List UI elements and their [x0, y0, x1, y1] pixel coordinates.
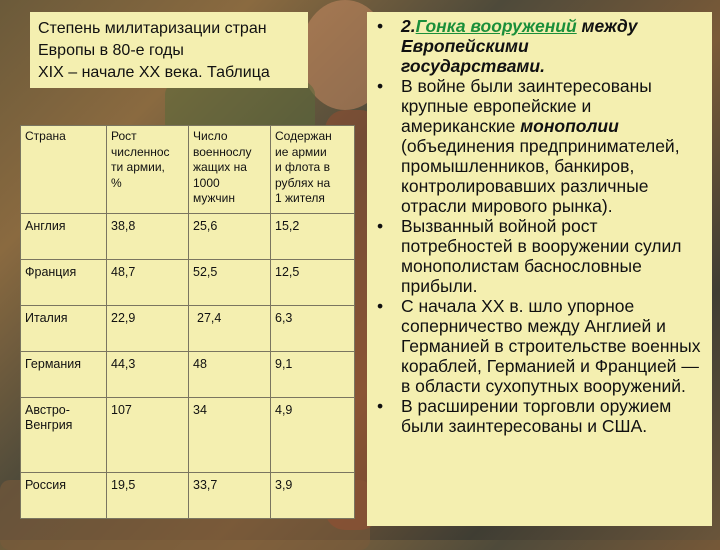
cell-cost: 6,3 — [271, 306, 355, 352]
heading-number: 2. — [401, 16, 416, 36]
header-text: 1000 — [193, 175, 220, 190]
heading-line: государствами. — [401, 56, 545, 76]
cell-soldiers: 52,5 — [189, 260, 271, 306]
cell-cost: 15,2 — [271, 214, 355, 260]
bullet-heading — [375, 16, 706, 76]
cell-growth: 19,5 — [107, 472, 189, 518]
header-text: Число — [193, 129, 228, 143]
bullet-item — [375, 76, 706, 216]
bullet-item — [375, 296, 706, 396]
cell-soldiers: 25,6 — [189, 214, 271, 260]
header-text: 1 жителя — [275, 191, 325, 205]
militarization-table — [20, 125, 354, 519]
cell-soldiers: 48 — [189, 352, 271, 398]
heading-line: Европейскими — [401, 36, 529, 56]
header-text: Страна — [25, 129, 66, 143]
cell-growth: 22,9 — [107, 306, 189, 352]
cell-soldiers: 33,7 — [189, 472, 271, 518]
bullet-icon: • — [377, 16, 384, 36]
header-text: численнос — [111, 144, 170, 159]
slide-title — [30, 12, 308, 88]
header-text: жащих на — [193, 160, 247, 174]
bullet-icon: • — [377, 296, 384, 316]
bullet-text: С начала XX в. шло упорное соперничество между Англией и Германией в строительстве военных кораблей, Германией и Францией — в области сухопутных вооружений. — [401, 296, 701, 396]
cell-soldiers: 34 — [189, 398, 271, 473]
cell-cost: 12,5 — [271, 260, 355, 306]
cell-country — [21, 352, 107, 398]
cell-growth: 107 — [107, 398, 189, 473]
header-text: ие армии — [275, 144, 327, 159]
table-row — [21, 306, 355, 352]
header-text: ти армии, — [111, 160, 165, 174]
country-text: Италия — [25, 311, 68, 326]
cell-soldiers: 27,4 — [189, 306, 271, 352]
cell-growth: 48,7 — [107, 260, 189, 306]
title-line: Степень милитаризации стран — [38, 20, 267, 37]
country-text: Германия — [25, 357, 82, 372]
table-row — [21, 260, 355, 306]
cell-country — [21, 214, 107, 260]
header-text: Содержан — [275, 129, 332, 143]
title-line: XIX – начале XX века. Таблица — [38, 64, 270, 81]
bullet-text: (объединения предпринимателей, промышленников, банкиров, контролировавших различные отрасли мирового рынка). — [401, 136, 680, 216]
cell-country — [21, 306, 107, 352]
table-row — [21, 352, 355, 398]
cell-cost: 3,9 — [271, 472, 355, 518]
country-text: Россия — [25, 477, 66, 492]
text-panel — [367, 12, 712, 526]
country-text: Англия — [25, 219, 66, 233]
heading-rest: между — [576, 16, 638, 36]
table-row — [21, 472, 355, 518]
cell-country — [21, 260, 107, 306]
bullet-text-emphasis: монополии — [520, 116, 619, 136]
cell-cost: 9,1 — [271, 352, 355, 398]
country-text: Австро- — [25, 403, 70, 418]
bullet-icon: • — [377, 396, 384, 416]
bullet-item — [375, 216, 706, 296]
header-text: военнослу — [193, 144, 252, 159]
heading-link[interactable]: Гонка вооружений — [415, 16, 577, 36]
country-text: Венгрия — [25, 418, 73, 433]
bullet-text: В расширении торговли оружием были заинтересованы и США. — [401, 396, 672, 436]
country-text: Франция — [25, 265, 77, 280]
header-army-growth — [107, 126, 189, 214]
header-text: рублях на — [275, 175, 331, 190]
header-country — [21, 126, 107, 214]
cell-country — [21, 398, 107, 473]
cell-country — [21, 472, 107, 518]
bullet-text: В войне были заинтересованы крупные европейские и американские — [401, 76, 652, 136]
header-soldiers-per-1000 — [189, 126, 271, 214]
header-text: % — [111, 175, 122, 190]
cell-growth: 38,8 — [107, 214, 189, 260]
bullet-item — [375, 396, 706, 436]
header-text: и флота в — [275, 160, 330, 174]
table-row — [21, 214, 355, 260]
bullet-icon: • — [377, 216, 384, 236]
header-text: Рост — [111, 129, 137, 143]
header-cost-per-capita — [271, 126, 355, 214]
cell-growth: 44,3 — [107, 352, 189, 398]
cell-cost: 4,9 — [271, 398, 355, 473]
bullet-text: Вызванный войной рост потребностей в вооружении сулил монополистам баснословные прибыли. — [401, 216, 682, 296]
bullet-icon: • — [377, 76, 384, 96]
header-text: мужчин — [193, 191, 235, 205]
table-header-row — [21, 126, 355, 214]
title-line: Европы в 80-е годы — [38, 42, 184, 59]
table-row — [21, 398, 355, 473]
